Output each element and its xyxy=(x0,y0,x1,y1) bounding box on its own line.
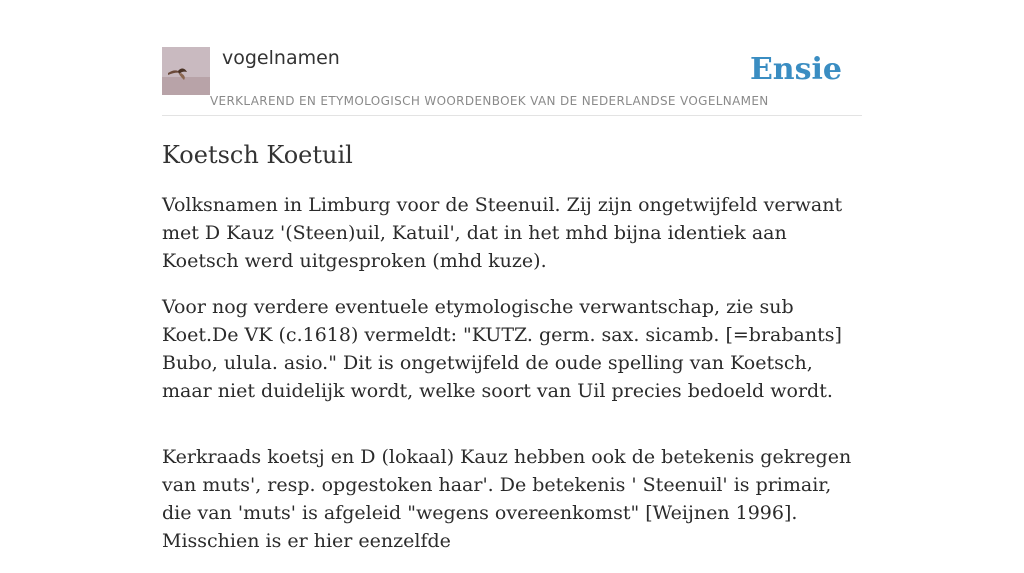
bird-photo-icon xyxy=(162,47,210,95)
article-title: Koetsch Koetuil xyxy=(162,141,353,169)
article-paragraph: Volksnamen in Limburg voor de Steenuil. Zij zijn ongetwijfeld verwant met D Kauz '(Steen)uil, Katuil', dat in het mhd bijna identiek aan Koetsch werd uitgesproken (mhd kuze). xyxy=(162,194,843,272)
site-name-link[interactable]: vogelnamen xyxy=(222,47,340,69)
site-header xyxy=(162,46,862,116)
article xyxy=(162,138,862,573)
article-paragraph: Voor nog verdere eventuele etymologische verwantschap, zie sub Koet.De VK (c.1618) vermeldt: "KUTZ. germ. sax. sicamb. [=brabants] Bubo, ulula. asio." Dit is ongetwijfeld de oude spelling van Koetsch, maar niet duidelijk wordt, welke soort van Uil precies bedoeld wordt. xyxy=(162,296,842,402)
site-tagline: VERKLAREND EN ETYMOLOGISCH WOORDENBOEK VAN DE NEDERLANDSE VOGELNAMEN xyxy=(210,94,769,108)
ensie-logo-link[interactable]: Ensie xyxy=(749,52,842,87)
article-paragraph: Kerkraads koetsj en D (lokaal) Kauz hebben ook de betekenis gekregen van muts', resp. opgestoken haar'. De betekenis ' Steenuil' is primair, die van 'muts' is afgeleid "wegens overeenkomst" [Weijnen 1996]. Misschien is er hier eenzelfde xyxy=(162,446,852,552)
avatar[interactable] xyxy=(162,47,210,95)
